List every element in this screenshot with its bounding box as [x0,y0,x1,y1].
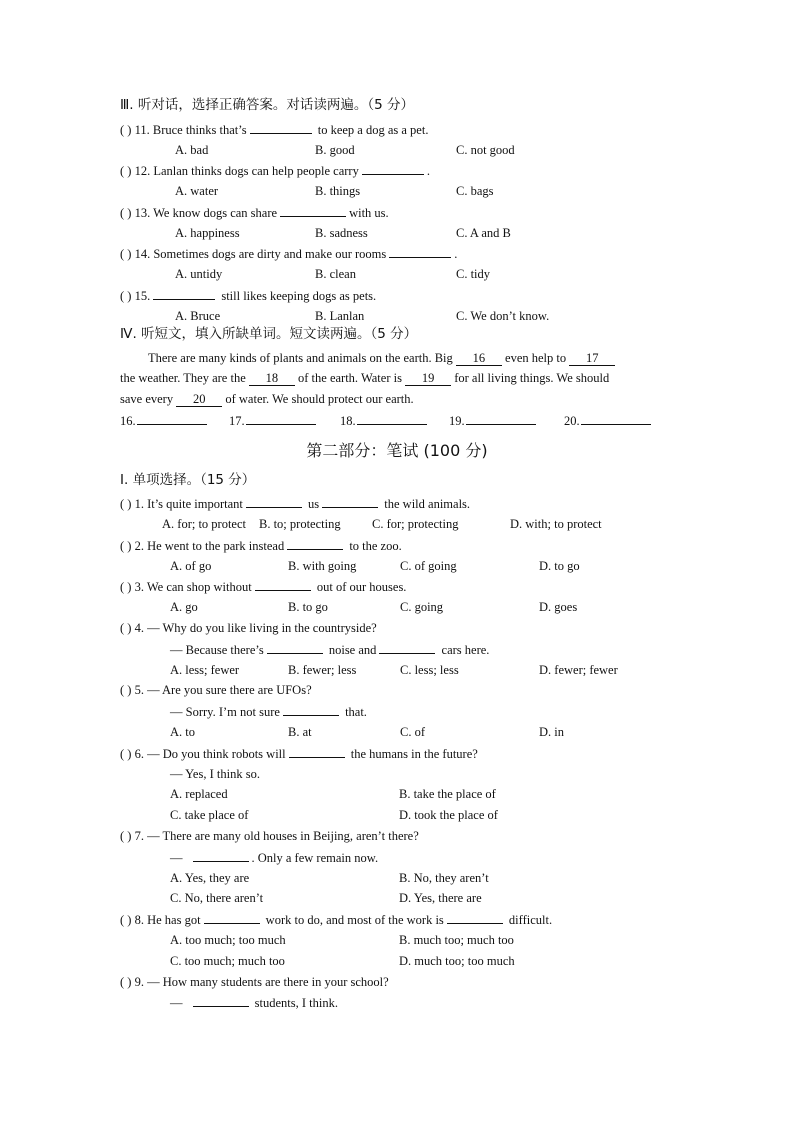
answer-paren[interactable]: ( ) [120,621,132,635]
blank[interactable] [289,745,345,758]
answer-19[interactable]: 19. [449,412,539,429]
answer-paren[interactable]: ( ) [120,747,132,761]
option-a[interactable]: A. Bruce [175,309,221,323]
question-12: ( ) 12. Lanlan thinks dogs can help people carry . [120,164,430,178]
section-i-heading: Ⅰ. 单项选择。（15 分） [120,472,256,488]
option-a[interactable]: A. less; fewer [170,663,240,677]
question-8: ( ) 8. He has got work to do, and most of the work is difficult. [120,913,553,927]
option-b[interactable]: B. much too; much too [399,933,514,947]
blank-17[interactable]: 17 [569,351,615,366]
blank-18[interactable]: 18 [249,371,295,386]
blank[interactable] [283,703,339,716]
option-c[interactable]: C. A and B [456,226,511,240]
option-b[interactable]: B. things [315,184,361,198]
option-c[interactable]: C. less; less [400,663,459,677]
option-d[interactable]: D. much too; too much [399,954,515,968]
question-1: ( ) 1. It’s quite important us the wild animals. [120,497,471,511]
option-a[interactable]: A. Yes, they are [170,871,250,885]
option-c[interactable]: C. not good [456,143,515,157]
section-iii-heading: Ⅲ. 听对话，选择正确答案。对话读两遍。（5 分） [120,97,415,113]
option-a[interactable]: A. go [170,600,198,614]
answer-paren[interactable]: ( ) [120,829,132,843]
blank[interactable] [447,911,503,924]
question-13: ( ) 13. We know dogs can share with us. [120,206,389,220]
option-d[interactable]: D. goes [539,600,578,614]
question-15: ( ) 15. still likes keeping dogs as pets. [120,289,377,303]
question-5-line-2: — Sorry. I’m not sure that. [170,705,367,719]
blank[interactable] [280,204,346,217]
question-9: ( ) 9. — How many students are there in your school? [120,975,389,989]
option-c[interactable]: C. of [400,725,425,739]
section-iv-heading: Ⅳ. 听短文，填入所缺单词。短文读两遍。（5 分） [120,326,418,342]
question-11: ( ) 11. Bruce thinks that’s to keep a dog as a pet. [120,123,429,137]
option-b[interactable]: B. good [315,143,355,157]
question-14: ( ) 14. Sometimes dogs are dirty and make our rooms . [120,247,458,261]
option-c[interactable]: C. for; protecting [372,517,459,531]
answer-paren[interactable]: ( ) [120,164,132,178]
option-c[interactable]: C. bags [456,184,494,198]
answer-paren[interactable]: ( ) [120,913,132,927]
option-c[interactable]: C. of going [400,559,457,573]
answer-paren[interactable]: ( ) [120,206,132,220]
blank[interactable] [389,245,451,258]
answer-paren[interactable]: ( ) [120,497,132,511]
question-7-line-2: — . Only a few remain now. [170,851,379,865]
answer-paren[interactable]: ( ) [120,123,132,137]
blank[interactable] [287,537,343,550]
question-4: ( ) 4. — Why do you like living in the countryside? [120,621,377,635]
option-d[interactable]: D. to go [539,559,580,573]
option-b[interactable]: B. with going [288,559,357,573]
blank-16[interactable]: 16 [456,351,502,366]
option-a[interactable]: A. for; to protect [162,517,247,531]
option-d[interactable]: D. fewer; fewer [539,663,618,677]
option-a[interactable]: A. too much; too much [170,933,286,947]
passage-line-2: the weather. They are the 18 of the earth. Water is 19 for all living things. We should [120,371,610,385]
blank[interactable] [246,495,302,508]
part-two-title: 第二部分：笔试 (100 分) [306,441,488,460]
question-4-line-2: — Because there’s noise and cars here. [170,643,490,657]
blank[interactable] [153,287,215,300]
answer-20[interactable]: 20. [564,412,654,429]
option-a[interactable]: A. happiness [175,226,240,240]
option-a[interactable]: A. of go [170,559,212,573]
option-b[interactable]: B. to; protecting [259,517,341,531]
answer-paren[interactable]: ( ) [120,975,132,989]
blank[interactable] [193,849,249,862]
passage-line-3: save every 20 of water. We should protect our earth. [120,392,414,406]
option-b[interactable]: B. sadness [315,226,368,240]
option-a[interactable]: A. to [170,725,195,739]
passage-line-1: There are many kinds of plants and animals on the earth. Big 16 even help to 17 [148,350,615,366]
option-b[interactable]: B. take the place of [399,787,496,801]
blank[interactable] [255,578,311,591]
option-b[interactable]: B. No, they aren’t [399,871,489,885]
answer-paren[interactable]: ( ) [120,580,132,594]
option-d[interactable]: D. with; to protect [510,517,602,531]
option-c[interactable]: C. No, there aren’t [170,891,264,905]
answer-17[interactable]: 17. [229,412,319,429]
option-d[interactable]: D. in [539,725,564,739]
option-c[interactable]: C. We don’t know. [456,309,550,323]
blank[interactable] [379,641,435,654]
question-3: ( ) 3. We can shop without out of our houses. [120,580,407,594]
option-b[interactable]: B. fewer; less [288,663,357,677]
question-6: ( ) 6. — Do you think robots will the humans in the future? [120,747,478,761]
blank-19[interactable]: 19 [405,371,451,386]
option-b[interactable]: B. at [288,725,312,739]
blank[interactable] [322,495,378,508]
answer-paren[interactable]: ( ) [120,539,132,553]
option-a[interactable]: A. bad [175,143,209,157]
option-c[interactable]: C. going [400,600,444,614]
question-2: ( ) 2. He went to the park instead to the zoo. [120,539,402,553]
question-9-line-2: — students, I think. [170,996,338,1010]
option-b[interactable]: B. clean [315,267,356,281]
answer-paren[interactable]: ( ) [120,683,132,697]
option-d[interactable]: D. took the place of [399,808,498,822]
blank-20[interactable]: 20 [176,392,222,407]
option-c[interactable]: C. take place of [170,808,249,822]
blank[interactable] [362,162,424,175]
answer-paren[interactable]: ( ) [120,289,132,303]
blank[interactable] [193,994,249,1007]
option-d[interactable]: D. Yes, there are [399,891,482,905]
blank[interactable] [250,121,312,134]
answer-paren[interactable]: ( ) [120,247,132,261]
answer-16[interactable]: 16. [120,412,210,429]
question-5: ( ) 5. — Are you sure there are UFOs? [120,683,312,697]
question-6-line-2: — Yes, I think so. [170,767,260,781]
option-a[interactable]: A. replaced [170,787,228,801]
option-b[interactable]: B. Lanlan [315,309,365,323]
option-c[interactable]: C. tidy [456,267,491,281]
question-7: ( ) 7. — There are many old houses in Beijing, aren’t there? [120,829,419,843]
option-c[interactable]: C. too much; much too [170,954,285,968]
answer-18[interactable]: 18. [340,412,430,429]
blank[interactable] [204,911,260,924]
option-a[interactable]: A. untidy [175,267,223,281]
blank[interactable] [267,641,323,654]
option-a[interactable]: A. water [175,184,219,198]
option-b[interactable]: B. to go [288,600,328,614]
